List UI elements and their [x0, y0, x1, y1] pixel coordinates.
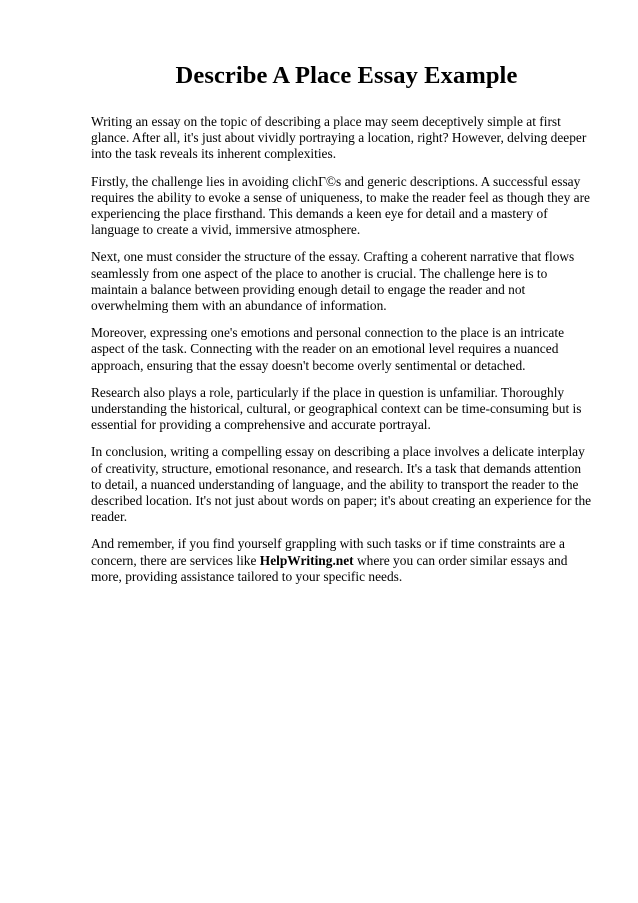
paragraph-cliches: Firstly, the challenge lies in avoiding clichГ©s and generic descriptions. A successful essay requires the ability to evoke a sense of uniqueness, to make the reader feel as though they are experiencing the place firsthand. This demands a keen eye for detail and a mastery of language to create a vivid, immersive atmosphere. — [91, 173, 590, 238]
paragraph-emotions: Moreover, expressing one's emotions and personal connection to the place is an intricate aspect of the task. Connecting with the reader on an emotional level requires a nuanced approach, ensuring that the essay doesn't become overly sentimental or detached. — [91, 325, 565, 373]
page-title: Describe A Place Essay Example — [175, 62, 518, 89]
paragraph-research: Research also plays a role, particularly if the place in question is unfamiliar. Thoroughly understanding the historical, cultural, or geographical context can be time-consuming but is essential for providing a comprehensive and accurate portrayal. — [91, 384, 582, 433]
paragraph-structure: Next, one must consider the structure of the essay. Crafting a coherent narrative that flows seamlessly from one aspect of the place to another is crucial. The challenge here is to maintain a balance between providing enough detail to engage the reader and not overwhelming them with an abundance of information. — [91, 249, 575, 314]
paragraph-intro: Writing an essay on the topic of describing a place may seem deceptively simple at first glance. After all, it's just about vividly portraying a location, right? However, delving deeper into the task reveals its inherent complexities. — [91, 114, 587, 162]
paragraph-conclusion: In conclusion, writing a compelling essay on describing a place involves a delicate interplay of creativity, structure, emotional resonance, and research. It's a task that demands attention to detail, a nuanced understanding of language, and the ability to transport the reader to the described location. It's not just about words on paper; it's about creating an experience for the reader. — [91, 444, 592, 525]
helpwriting-link[interactable]: HelpWriting.net — [259, 552, 354, 568]
closing-text-before: And remember, if you find yourself grappling with such tasks or if time constraints are a concern, there are services like — [91, 536, 565, 568]
paragraph-closing — [91, 536, 592, 585]
closing-text-after: where you can order similar essays and more, providing assistance tailored to your specific needs. — [91, 552, 568, 584]
